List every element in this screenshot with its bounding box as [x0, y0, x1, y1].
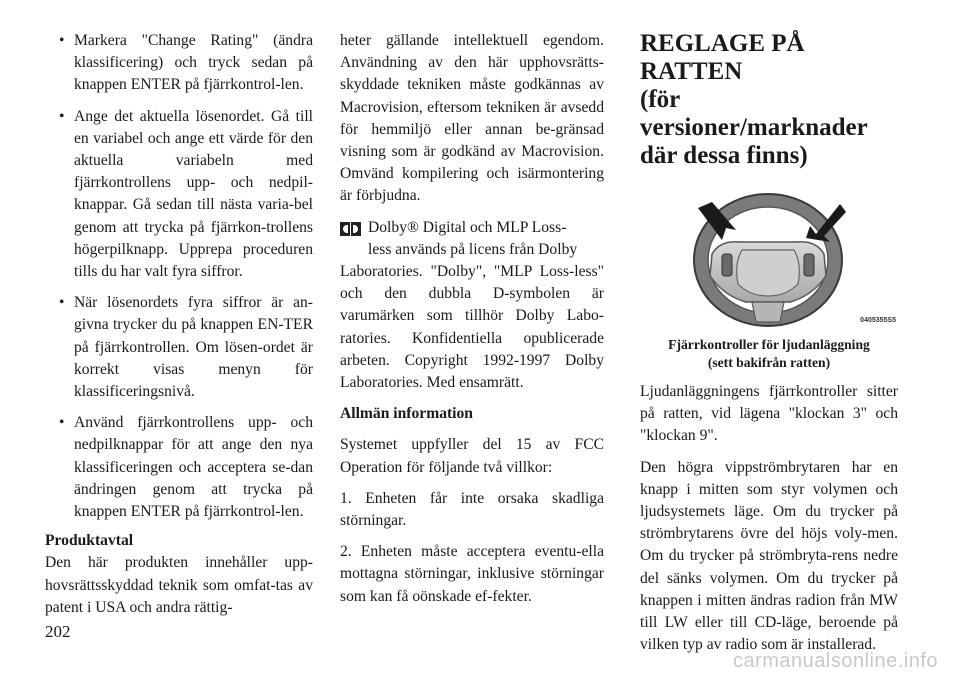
- dolby-line-2: less används på licens från Dolby: [368, 240, 578, 258]
- dolby-text: Laboratories. "Dolby", "MLP Loss-less" och den dubbla D-symbolen är varumärken som tillhör Dolby Labo-ratories. Konfidentiella opublicerade arbeten. Copyright 1992-1997 Dolby Laboratories. Med ensamrätt.: [340, 263, 604, 392]
- dolby-line-1: Dolby® Digital och MLP Loss-: [368, 218, 567, 236]
- watermark: carmanualsonline.info: [732, 650, 938, 672]
- bullet-item: [45, 106, 313, 284]
- paragraph: heter gällande intellektuell egendom. Användning av den här upphovsrätts-skyddade tekniken måste godkännas av Macrovision, eftersom tekniken är avsedd för hemmiljö eller annan be-gränsad visning som är godkänd av Macrovision. Omvänd kompilering och isärmontering är förbjudna.: [340, 32, 604, 205]
- list-item: 2. Enheten måste acceptera eventu-ella mottagna störningar, inklusive störningar som kan få oönskade ef-fekter.: [340, 543, 604, 605]
- bullet-text: Markera "Change Rating" (ändra klassificering) och tryck sedan på knappen ENTER på fjärrkontrol-len.: [74, 32, 313, 94]
- bullet-item: [45, 292, 313, 403]
- heading-produktavtal: Produktavtal: [45, 532, 134, 550]
- column-left: [45, 30, 313, 619]
- bullet-text: Ange det aktuella lösenordet. Gå till en variabel och ange ett värde för den aktuella variabeln med fjärrkontrollens upp- och nedpil-knappar. Gå sedan till nästa varia-bel genom att trycka på fjärrkon-trollens högerpilknapp. Upprepa proceduren tills du har valt fyra siffror.: [74, 107, 313, 281]
- figure-caption: Fjärrkontroller för ljudanläggning (sett bakifrån ratten): [668, 337, 870, 370]
- bullet-item: [45, 412, 313, 523]
- bullet-item: [45, 30, 313, 97]
- bullet-text: Använd fjärrkontrollens upp- och nedpilknappar för att ange den nya klassificeringen och acceptera se-dan ändringen genom att trycka på knappen ENTER på fjärrkontrol-len.: [74, 414, 313, 521]
- dolby-paragraph: [340, 217, 604, 395]
- bullet-list: [45, 30, 313, 523]
- bullet-icon: •: [59, 414, 65, 432]
- steering-wheel-figure: [640, 184, 898, 332]
- dolby-double-d-icon: [340, 221, 362, 235]
- paragraph: Den högra vippströmbrytaren har en knapp i mitten som styr volymen och ljudsystemets läge. Om du trycker på strömbrytarens övre del höjs voly-men. Om du trycker på strömbryta-rens nedre del sänks volymen. Om du trycker på knappen i mitten ändras radion från MW till LW eller till CD-läge, beroende på vilken typ av radio som är installerad.: [640, 458, 898, 654]
- figure-code: 0405355S5: [860, 316, 896, 324]
- list-item: 1. Enheten får inte orsaka skadliga störningar.: [340, 489, 604, 530]
- section-title: REGLAGE PÅ RATTEN (för versioner/marknader där dessa finns): [640, 30, 868, 169]
- paragraph: Systemet uppfyller del 15 av FCC Operation för följande två villkor:: [340, 436, 604, 476]
- column-right: [640, 30, 898, 665]
- bullet-icon: •: [59, 107, 65, 125]
- column-middle: [340, 30, 604, 617]
- heading-allman-information: Allmän information: [340, 405, 473, 423]
- bullet-text: När lösenordets fyra siffror är an-givna trycker du på knappen EN-TER på fjärrkontrollen. Om lösen-ordet är korrekt visas menyn för klassificeringsnivå.: [74, 294, 313, 401]
- paragraph: Ljudanläggningens fjärrkontroller sitter på ratten, vid lägena "klockan 3" och "klockan 9".: [640, 383, 898, 445]
- page-number: 202: [45, 622, 71, 641]
- bullet-icon: •: [59, 32, 65, 49]
- paragraph: Den här produkten innehåller upp-hovsrättsskyddad teknik som omfat-tas av patent i USA och andra rättig-: [45, 554, 313, 616]
- bullet-icon: •: [59, 294, 65, 312]
